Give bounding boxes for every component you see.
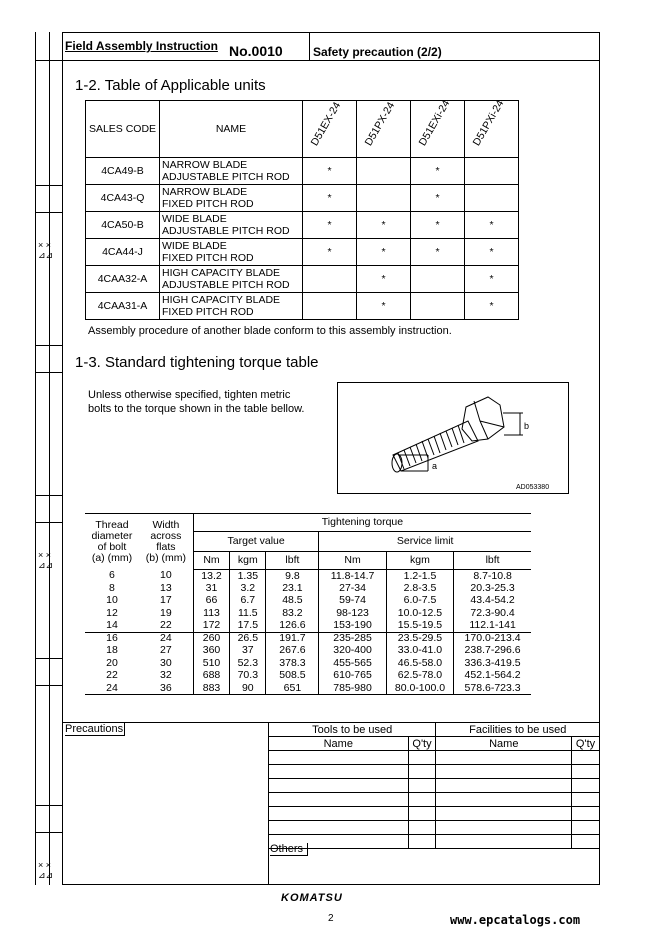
thread-header: (a) (mm) — [91, 551, 133, 564]
torque-cell: 23.1 — [266, 582, 319, 595]
header-divider — [62, 60, 600, 61]
applicability-mark — [465, 185, 519, 212]
torque-cell: 16 — [85, 632, 139, 645]
torque-intro-line1: Unless otherwise specified, tighten metric — [88, 389, 291, 401]
torque-cell: 578.6-723.3 — [454, 682, 531, 695]
facilities-name-header: Name — [436, 737, 572, 751]
tools-header: Tools to be used — [269, 723, 436, 737]
width-header: across — [150, 529, 182, 542]
torque-cell: 27 — [160, 644, 172, 657]
table-header-row — [86, 101, 519, 158]
torque-cell: 24 — [139, 632, 193, 645]
torque-cell: 19 — [160, 606, 172, 619]
target-value-header: Target value — [193, 532, 318, 552]
torque-cell: 30 — [160, 656, 172, 669]
tightening-torque-header: Tightening torque — [193, 514, 531, 532]
torque-cell: 238.7-296.6 — [454, 645, 531, 658]
applicability-mark — [357, 158, 411, 185]
margin-divider — [35, 805, 62, 806]
torque-cell: 153-190 — [319, 620, 386, 633]
torque-cell: 24 — [85, 682, 139, 695]
torque-cell: 10 — [106, 594, 118, 607]
torque-cell: 26.5 — [230, 632, 266, 645]
others-divider — [268, 842, 269, 885]
table-row — [86, 158, 519, 185]
dimension-b-label: b — [524, 421, 530, 431]
thread-header: Thread — [95, 518, 129, 531]
applicability-mark: * — [465, 239, 519, 266]
unit-name-detail: ADJUSTABLE PITCH ROD — [162, 171, 290, 183]
applicability-mark: * — [357, 266, 411, 293]
torque-cell: 37 — [230, 645, 266, 658]
unit-header: kgm — [386, 552, 453, 570]
table-row — [85, 620, 531, 633]
unit-name-detail: FIXED PITCH ROD — [162, 252, 254, 264]
margin-divider — [35, 185, 62, 186]
torque-cell: 10.0-12.5 — [386, 607, 453, 620]
applicability-mark — [357, 185, 411, 212]
bolt-illustration-icon — [338, 383, 568, 493]
applicability-mark — [465, 158, 519, 185]
torque-cell: 70.3 — [230, 670, 266, 683]
table-row — [86, 266, 519, 293]
torque-cell: 1.2-1.5 — [386, 570, 453, 583]
header-subject: Safety precaution (2/2) — [313, 45, 442, 59]
table-row — [85, 607, 531, 620]
figure-code: AD053380 — [516, 484, 550, 491]
torque-cell: 883 — [193, 682, 229, 695]
unit-name: WIDE BLADE — [162, 239, 227, 252]
torque-cell: 11.5 — [230, 607, 266, 620]
section-title-units: 1-2. Table of Applicable units — [75, 77, 266, 94]
column-header: SALES CODE — [86, 101, 160, 158]
torque-cell: 11.8-14.7 — [319, 570, 386, 583]
applicability-mark: * — [357, 239, 411, 266]
applicability-mark: * — [411, 239, 465, 266]
revision-mark-icon: × × ⊿⊿ — [38, 550, 54, 570]
torque-cell: 33.0-41.0 — [386, 645, 453, 658]
column-header: NAME — [160, 101, 303, 158]
applicability-mark: * — [465, 293, 519, 320]
model-header: D51EX-24 — [308, 100, 344, 148]
torque-cell: 10 — [160, 569, 172, 582]
torque-cell: 191.7 — [266, 632, 319, 645]
torque-cell: 20 — [106, 656, 118, 669]
sales-code: 4CA49-B — [86, 158, 160, 185]
table-row — [85, 645, 531, 658]
torque-cell: 113 — [193, 607, 229, 620]
torque-cell: 336.3-419.5 — [454, 657, 531, 670]
torque-cell: 98-123 — [319, 607, 386, 620]
torque-cell: 13 — [160, 581, 172, 594]
table-row — [85, 682, 531, 695]
table-row — [85, 595, 531, 608]
sales-code: 4CAA31-A — [86, 293, 160, 320]
torque-body — [85, 570, 531, 695]
width-header: (b) (mm) — [145, 551, 187, 564]
unit-header: Nm — [193, 552, 229, 570]
width-header: Width — [152, 518, 180, 531]
sales-code: 4CA43-Q — [86, 185, 160, 212]
applicability-mark: * — [357, 212, 411, 239]
torque-cell: 80.0-100.0 — [386, 682, 453, 695]
unit-header: lbft — [454, 552, 531, 570]
torque-intro-line2: bolts to the torque shown in the table bellow. — [88, 403, 305, 415]
model-header: D51PX-24 — [362, 100, 398, 148]
torque-cell: 27-34 — [319, 582, 386, 595]
komatsu-logo: KOMATSU — [281, 892, 343, 904]
torque-cell: 320-400 — [319, 645, 386, 658]
torque-cell: 9.8 — [266, 570, 319, 583]
torque-cell: 83.2 — [266, 607, 319, 620]
torque-cell: 59-74 — [319, 595, 386, 608]
torque-cell: 235-285 — [319, 632, 386, 645]
torque-cell: 360 — [193, 645, 229, 658]
margin-divider — [35, 495, 62, 496]
torque-cell: 170.0-213.4 — [454, 632, 531, 645]
service-limit-header: Service limit — [319, 532, 531, 552]
others-label: Others — [270, 843, 308, 856]
torque-cell: 23.5-29.5 — [386, 632, 453, 645]
revision-mark-icon: × × ⊿⊿ — [38, 240, 54, 260]
torque-cell: 14 — [106, 619, 118, 631]
torque-cell: 46.5-58.0 — [386, 657, 453, 670]
torque-cell: 3.2 — [230, 582, 266, 595]
torque-cell: 610-765 — [319, 670, 386, 683]
table-row — [86, 293, 519, 320]
applicability-mark: * — [303, 185, 357, 212]
unit-name: WIDE BLADE — [162, 212, 227, 225]
tools-qty-header: Q'ty — [408, 737, 436, 751]
torque-cell: 508.5 — [266, 670, 319, 683]
applicability-mark: * — [465, 212, 519, 239]
document-number: No.0010 — [229, 43, 283, 59]
torque-cell: 1.35 — [230, 570, 266, 583]
margin-divider — [35, 345, 62, 346]
torque-cell: 66 — [193, 595, 229, 608]
margin-line — [49, 32, 50, 885]
unit-name: NARROW BLADE — [162, 185, 248, 198]
width-header: flats — [156, 540, 176, 553]
sales-code: 4CA50-B — [86, 212, 160, 239]
torque-cell: 22 — [106, 669, 118, 682]
applicability-mark: * — [303, 239, 357, 266]
section-title-torque: 1-3. Standard tightening torque table — [75, 354, 319, 371]
torque-cell: 172 — [193, 620, 229, 633]
model-header: D51PXi-24 — [470, 98, 507, 148]
facilities-qty-header: Q'ty — [572, 737, 600, 751]
unit-header: kgm — [230, 552, 266, 570]
torque-cell: 260 — [193, 632, 229, 645]
torque-cell: 17.5 — [230, 620, 266, 633]
table-row — [85, 670, 531, 683]
sales-code: 4CA44-J — [86, 239, 160, 266]
torque-cell: 43.4-54.2 — [454, 595, 531, 608]
torque-cell: 452.1-564.2 — [454, 670, 531, 683]
margin-divider — [35, 60, 62, 61]
unit-name: NARROW BLADE — [162, 158, 248, 171]
applicability-mark — [411, 293, 465, 320]
margin-divider — [35, 832, 62, 833]
torque-cell: 20.3-25.3 — [454, 582, 531, 595]
applicability-mark: * — [303, 158, 357, 185]
torque-cell: 32 — [160, 669, 172, 682]
unit-name: HIGH CAPACITY BLADE — [162, 293, 281, 306]
torque-cell: 12 — [106, 606, 118, 619]
table-row — [85, 657, 531, 670]
applicability-mark: * — [411, 185, 465, 212]
assembly-note: Assembly procedure of another blade conform to this assembly instruction. — [88, 325, 452, 337]
torque-cell: 52.3 — [230, 657, 266, 670]
torque-cell: 13.2 — [193, 570, 229, 583]
margin-divider — [35, 372, 62, 373]
unit-name-detail: FIXED PITCH ROD — [162, 198, 254, 210]
torque-cell: 112.1-141 — [454, 620, 531, 633]
page-number: 2 — [328, 913, 334, 924]
torque-cell: 267.6 — [266, 645, 319, 658]
unit-name: HIGH CAPACITY BLADE — [162, 266, 281, 279]
table-row — [86, 239, 519, 266]
table-row — [86, 185, 519, 212]
thread-header: of bolt — [97, 540, 127, 553]
applicability-mark — [303, 293, 357, 320]
torque-cell: 22 — [160, 619, 172, 631]
unit-name-detail: ADJUSTABLE PITCH ROD — [162, 225, 290, 237]
torque-cell: 2.8-3.5 — [386, 582, 453, 595]
torque-cell: 90 — [230, 682, 266, 695]
torque-cell: 18 — [106, 644, 118, 657]
table-row — [85, 570, 531, 583]
applicable-units-table — [85, 100, 519, 320]
torque-cell: 15.5-19.5 — [386, 620, 453, 633]
applicability-mark: * — [411, 212, 465, 239]
website-link[interactable]: www.epcatalogs.com — [450, 913, 581, 927]
margin-divider — [35, 522, 62, 523]
torque-cell: 8 — [109, 581, 115, 594]
precautions-label: Precautions — [65, 723, 124, 735]
unit-name-detail: ADJUSTABLE PITCH ROD — [162, 279, 290, 291]
margin-divider — [35, 685, 62, 686]
facilities-header: Facilities to be used — [436, 723, 600, 737]
torque-cell: 8.7-10.8 — [454, 570, 531, 583]
margin-divider — [35, 212, 62, 213]
torque-cell: 6.0-7.5 — [386, 595, 453, 608]
table-row — [85, 582, 531, 595]
revision-mark-icon: × × ⊿⊿ — [38, 860, 54, 880]
torque-cell: 378.3 — [266, 657, 319, 670]
model-header: D51EXi-24 — [416, 98, 453, 148]
margin-divider — [35, 658, 62, 659]
applicability-mark: * — [303, 212, 357, 239]
unit-header: lbft — [266, 552, 319, 570]
sales-code: 4CAA32-A — [86, 266, 160, 293]
torque-cell: 688 — [193, 670, 229, 683]
torque-table — [85, 513, 531, 695]
applicability-mark — [303, 266, 357, 293]
unit-header: Nm — [319, 552, 386, 570]
margin-line — [35, 32, 36, 885]
torque-cell: 510 — [193, 657, 229, 670]
header-divider — [309, 32, 310, 60]
header-title: Field Assembly Instruction — [65, 39, 218, 53]
applicability-mark — [411, 266, 465, 293]
bolt-figure — [337, 382, 569, 494]
torque-cell: 455-565 — [319, 657, 386, 670]
tools-facilities-table — [268, 722, 600, 849]
torque-cell: 6.7 — [230, 595, 266, 608]
torque-cell: 6 — [109, 569, 115, 582]
torque-cell: 48.5 — [266, 595, 319, 608]
torque-cell: 17 — [160, 594, 172, 607]
table-row — [85, 632, 531, 645]
torque-cell: 785-980 — [319, 682, 386, 695]
dimension-a-label: a — [432, 461, 438, 471]
torque-cell: 651 — [266, 682, 319, 695]
applicability-mark: * — [357, 293, 411, 320]
thread-header: diameter — [91, 529, 133, 542]
torque-cell: 31 — [193, 582, 229, 595]
unit-name-detail: FIXED PITCH ROD — [162, 306, 254, 318]
torque-cell: 126.6 — [266, 620, 319, 633]
table-row — [86, 212, 519, 239]
torque-cell: 36 — [139, 682, 193, 695]
torque-cell: 62.5-78.0 — [386, 670, 453, 683]
torque-cell: 72.3-90.4 — [454, 607, 531, 620]
applicability-mark: * — [411, 158, 465, 185]
applicability-mark: * — [465, 266, 519, 293]
tools-name-header: Name — [269, 737, 409, 751]
